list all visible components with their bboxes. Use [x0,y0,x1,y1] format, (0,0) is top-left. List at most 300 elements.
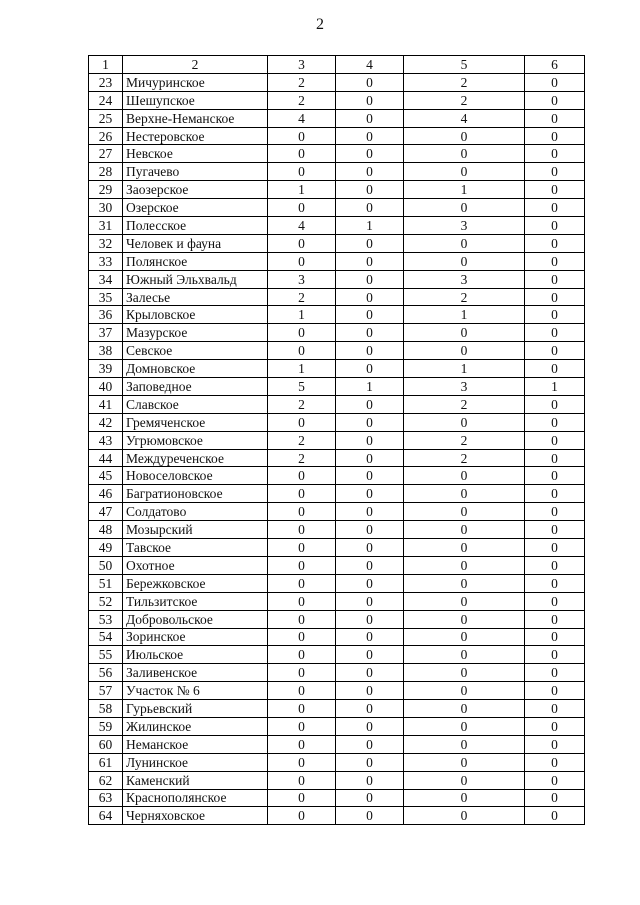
data-table [88,55,585,825]
value-cell: 0 [404,771,525,789]
value-cell: 1 [404,306,525,324]
value-cell: 0 [404,717,525,735]
value-cell: 0 [404,485,525,503]
row-number-cell: 60 [89,735,123,753]
row-number-cell: 24 [89,91,123,109]
header-cell: 4 [336,56,404,74]
value-cell: 0 [525,753,585,771]
value-cell: 0 [525,521,585,539]
row-number-cell: 39 [89,360,123,378]
table-row [89,467,585,485]
row-number-cell: 43 [89,431,123,449]
name-cell: Севское [123,342,268,360]
value-cell: 0 [336,163,404,181]
row-number-cell: 44 [89,449,123,467]
value-cell: 0 [336,610,404,628]
name-cell: Гурьевский [123,700,268,718]
value-cell: 0 [525,717,585,735]
name-cell: Каменский [123,771,268,789]
name-cell: Краснополянское [123,789,268,807]
value-cell: 2 [404,73,525,91]
value-cell: 1 [404,360,525,378]
table-header-row [89,56,585,74]
value-cell: 0 [336,700,404,718]
row-number-cell: 42 [89,413,123,431]
name-cell: Лунинское [123,753,268,771]
table-row [89,556,585,574]
value-cell: 0 [525,145,585,163]
table-row [89,109,585,127]
name-cell: Верхне-Неманское [123,109,268,127]
value-cell: 0 [268,252,336,270]
value-cell: 0 [336,413,404,431]
value-cell: 0 [268,199,336,217]
name-cell: Мичуринское [123,73,268,91]
value-cell: 0 [268,127,336,145]
value-cell: 0 [268,646,336,664]
value-cell: 0 [525,700,585,718]
value-cell: 0 [268,717,336,735]
name-cell: Неманское [123,735,268,753]
value-cell: 0 [525,485,585,503]
value-cell: 0 [268,556,336,574]
name-cell: Мазурское [123,324,268,342]
name-cell: Охотное [123,556,268,574]
value-cell: 0 [525,539,585,557]
value-cell: 0 [336,539,404,557]
value-cell: 0 [404,127,525,145]
name-cell: Славское [123,395,268,413]
header-cell: 1 [89,56,123,74]
name-cell: Тильзитское [123,592,268,610]
value-cell: 2 [404,91,525,109]
name-cell: Угрюмовское [123,431,268,449]
table-row [89,521,585,539]
value-cell: 0 [268,574,336,592]
name-cell: Багратионовское [123,485,268,503]
value-cell: 0 [268,664,336,682]
row-number-cell: 35 [89,288,123,306]
value-cell: 3 [268,270,336,288]
value-cell: 0 [268,145,336,163]
value-cell: 2 [268,91,336,109]
name-cell: Добровольское [123,610,268,628]
name-cell: Тавское [123,539,268,557]
value-cell: 0 [336,234,404,252]
value-cell: 0 [525,91,585,109]
table-row [89,163,585,181]
row-number-cell: 52 [89,592,123,610]
table-row [89,181,585,199]
table-row [89,217,585,235]
value-cell: 0 [336,485,404,503]
value-cell: 0 [404,413,525,431]
row-number-cell: 28 [89,163,123,181]
table-body [89,73,585,824]
name-cell: Пугачево [123,163,268,181]
value-cell: 0 [336,646,404,664]
row-number-cell: 50 [89,556,123,574]
row-number-cell: 48 [89,521,123,539]
row-number-cell: 29 [89,181,123,199]
page-number: 2 [316,16,324,33]
value-cell: 0 [336,288,404,306]
value-cell: 0 [268,807,336,825]
value-cell: 0 [525,270,585,288]
value-cell: 0 [525,628,585,646]
value-cell: 4 [268,217,336,235]
value-cell: 0 [525,664,585,682]
value-cell: 0 [404,252,525,270]
name-cell: Домновское [123,360,268,378]
value-cell: 0 [525,449,585,467]
header-cell: 5 [404,56,525,74]
value-cell: 1 [268,181,336,199]
table-row [89,646,585,664]
value-cell: 0 [268,467,336,485]
table-row [89,199,585,217]
table-row [89,306,585,324]
name-cell: Июльское [123,646,268,664]
value-cell: 0 [404,503,525,521]
name-cell: Крыловское [123,306,268,324]
name-cell: Черняховское [123,807,268,825]
value-cell: 0 [404,539,525,557]
value-cell: 0 [404,753,525,771]
value-cell: 1 [404,181,525,199]
row-number-cell: 62 [89,771,123,789]
value-cell: 0 [268,771,336,789]
name-cell: Нестеровское [123,127,268,145]
name-cell: Озерское [123,199,268,217]
row-number-cell: 49 [89,539,123,557]
table-row [89,682,585,700]
name-cell: Невское [123,145,268,163]
name-cell: Мозырский [123,521,268,539]
value-cell: 0 [268,163,336,181]
table-row [89,288,585,306]
table-row [89,270,585,288]
table-row [89,413,585,431]
value-cell: 0 [525,431,585,449]
value-cell: 0 [336,664,404,682]
row-number-cell: 30 [89,199,123,217]
value-cell: 1 [268,306,336,324]
value-cell: 0 [525,610,585,628]
table-row [89,449,585,467]
value-cell: 0 [336,717,404,735]
table-row [89,503,585,521]
row-number-cell: 33 [89,252,123,270]
value-cell: 0 [525,556,585,574]
table-row [89,789,585,807]
value-cell: 0 [404,789,525,807]
table-row [89,395,585,413]
value-cell: 0 [404,556,525,574]
value-cell: 0 [404,234,525,252]
value-cell: 0 [404,324,525,342]
value-cell: 0 [404,467,525,485]
value-cell: 0 [336,503,404,521]
row-number-cell: 63 [89,789,123,807]
value-cell: 0 [525,735,585,753]
header-cell: 2 [123,56,268,74]
table-row [89,234,585,252]
row-number-cell: 47 [89,503,123,521]
value-cell: 0 [268,592,336,610]
header-cell: 3 [268,56,336,74]
value-cell: 0 [404,610,525,628]
value-cell: 2 [268,395,336,413]
name-cell: Полесское [123,217,268,235]
name-cell: Заозерское [123,181,268,199]
value-cell: 0 [404,145,525,163]
table-row [89,324,585,342]
value-cell: 0 [525,592,585,610]
name-cell: Человек и фауна [123,234,268,252]
row-number-cell: 54 [89,628,123,646]
value-cell: 0 [525,127,585,145]
table-row [89,574,585,592]
value-cell: 0 [268,342,336,360]
value-cell: 4 [404,109,525,127]
value-cell: 0 [525,413,585,431]
table-row [89,771,585,789]
value-cell: 0 [336,395,404,413]
value-cell: 0 [268,753,336,771]
row-number-cell: 55 [89,646,123,664]
value-cell: 0 [268,610,336,628]
name-cell: Междуреченское [123,449,268,467]
value-cell: 0 [404,199,525,217]
table-row [89,252,585,270]
value-cell: 0 [336,199,404,217]
name-cell: Заповедное [123,378,268,396]
value-cell: 0 [336,789,404,807]
value-cell: 0 [525,306,585,324]
row-number-cell: 36 [89,306,123,324]
value-cell: 3 [404,378,525,396]
name-cell: Шешупское [123,91,268,109]
row-number-cell: 37 [89,324,123,342]
table-row [89,73,585,91]
value-cell: 0 [336,324,404,342]
value-cell: 0 [336,73,404,91]
value-cell: 0 [268,324,336,342]
row-number-cell: 61 [89,753,123,771]
value-cell: 0 [336,592,404,610]
value-cell: 0 [336,360,404,378]
row-number-cell: 46 [89,485,123,503]
value-cell: 2 [268,431,336,449]
value-cell: 0 [525,73,585,91]
value-cell: 0 [336,270,404,288]
value-cell: 0 [404,521,525,539]
value-cell: 1 [525,378,585,396]
table-row [89,91,585,109]
value-cell: 0 [336,807,404,825]
value-cell: 2 [268,449,336,467]
row-number-cell: 34 [89,270,123,288]
table-row [89,753,585,771]
value-cell: 0 [268,413,336,431]
name-cell: Заливенское [123,664,268,682]
value-cell: 0 [336,109,404,127]
value-cell: 1 [336,378,404,396]
value-cell: 0 [525,467,585,485]
name-cell: Полянское [123,252,268,270]
row-number-cell: 41 [89,395,123,413]
value-cell: 0 [525,807,585,825]
value-cell: 4 [268,109,336,127]
value-cell: 0 [268,539,336,557]
value-cell: 0 [404,163,525,181]
value-cell: 2 [404,288,525,306]
value-cell: 0 [336,252,404,270]
table-row [89,735,585,753]
name-cell: Залесье [123,288,268,306]
header-cell: 6 [525,56,585,74]
row-number-cell: 59 [89,717,123,735]
row-number-cell: 53 [89,610,123,628]
value-cell: 0 [525,503,585,521]
value-cell: 0 [336,628,404,646]
name-cell: Гремяченское [123,413,268,431]
value-cell: 2 [268,288,336,306]
value-cell: 0 [268,735,336,753]
table-row [89,700,585,718]
table-row [89,717,585,735]
name-cell: Зоринское [123,628,268,646]
value-cell: 0 [404,682,525,700]
value-cell: 0 [268,521,336,539]
value-cell: 0 [268,503,336,521]
value-cell: 0 [336,145,404,163]
table-row [89,592,585,610]
value-cell: 0 [336,574,404,592]
value-cell: 0 [336,181,404,199]
name-cell: Новоселовское [123,467,268,485]
value-cell: 0 [404,646,525,664]
value-cell: 3 [404,270,525,288]
value-cell: 0 [525,234,585,252]
value-cell: 0 [336,449,404,467]
row-number-cell: 57 [89,682,123,700]
table-row [89,539,585,557]
value-cell: 1 [336,217,404,235]
value-cell: 0 [404,735,525,753]
value-cell: 0 [525,646,585,664]
table-row [89,431,585,449]
row-number-cell: 27 [89,145,123,163]
value-cell: 0 [336,127,404,145]
value-cell: 5 [268,378,336,396]
table-row [89,807,585,825]
table-row [89,342,585,360]
value-cell: 0 [268,485,336,503]
table-row [89,127,585,145]
row-number-cell: 58 [89,700,123,718]
value-cell: 0 [525,324,585,342]
value-cell: 2 [404,431,525,449]
value-cell: 0 [336,753,404,771]
value-cell: 0 [336,521,404,539]
value-cell: 0 [404,342,525,360]
value-cell: 0 [525,217,585,235]
row-number-cell: 38 [89,342,123,360]
value-cell: 0 [525,395,585,413]
table-row [89,664,585,682]
value-cell: 0 [525,288,585,306]
value-cell: 0 [268,628,336,646]
row-number-cell: 25 [89,109,123,127]
row-number-cell: 56 [89,664,123,682]
value-cell: 0 [336,306,404,324]
value-cell: 0 [404,592,525,610]
row-number-cell: 26 [89,127,123,145]
value-cell: 2 [268,73,336,91]
value-cell: 2 [404,449,525,467]
name-cell: Бережковское [123,574,268,592]
value-cell: 0 [404,807,525,825]
value-cell: 0 [525,360,585,378]
table-row [89,610,585,628]
value-cell: 0 [336,556,404,574]
table-row [89,378,585,396]
name-cell: Участок № 6 [123,682,268,700]
value-cell: 0 [268,789,336,807]
value-cell: 0 [336,771,404,789]
value-cell: 0 [404,574,525,592]
value-cell: 0 [525,789,585,807]
value-cell: 0 [336,342,404,360]
value-cell: 0 [525,181,585,199]
value-cell: 0 [336,735,404,753]
value-cell: 0 [336,467,404,485]
value-cell: 0 [525,199,585,217]
row-number-cell: 64 [89,807,123,825]
value-cell: 3 [404,217,525,235]
value-cell: 0 [268,682,336,700]
value-cell: 0 [336,682,404,700]
value-cell: 0 [525,109,585,127]
value-cell: 0 [404,628,525,646]
value-cell: 0 [525,342,585,360]
value-cell: 0 [268,234,336,252]
value-cell: 1 [268,360,336,378]
name-cell: Солдатово [123,503,268,521]
value-cell: 0 [404,664,525,682]
row-number-cell: 40 [89,378,123,396]
row-number-cell: 45 [89,467,123,485]
value-cell: 0 [268,700,336,718]
table-row [89,628,585,646]
name-cell: Жилинское [123,717,268,735]
row-number-cell: 51 [89,574,123,592]
value-cell: 0 [404,700,525,718]
table-row [89,485,585,503]
name-cell: Южный Эльхвальд [123,270,268,288]
row-number-cell: 32 [89,234,123,252]
value-cell: 2 [404,395,525,413]
value-cell: 0 [525,682,585,700]
table-row [89,360,585,378]
value-cell: 0 [525,252,585,270]
value-cell: 0 [525,574,585,592]
row-number-cell: 31 [89,217,123,235]
table-row [89,145,585,163]
value-cell: 0 [336,91,404,109]
